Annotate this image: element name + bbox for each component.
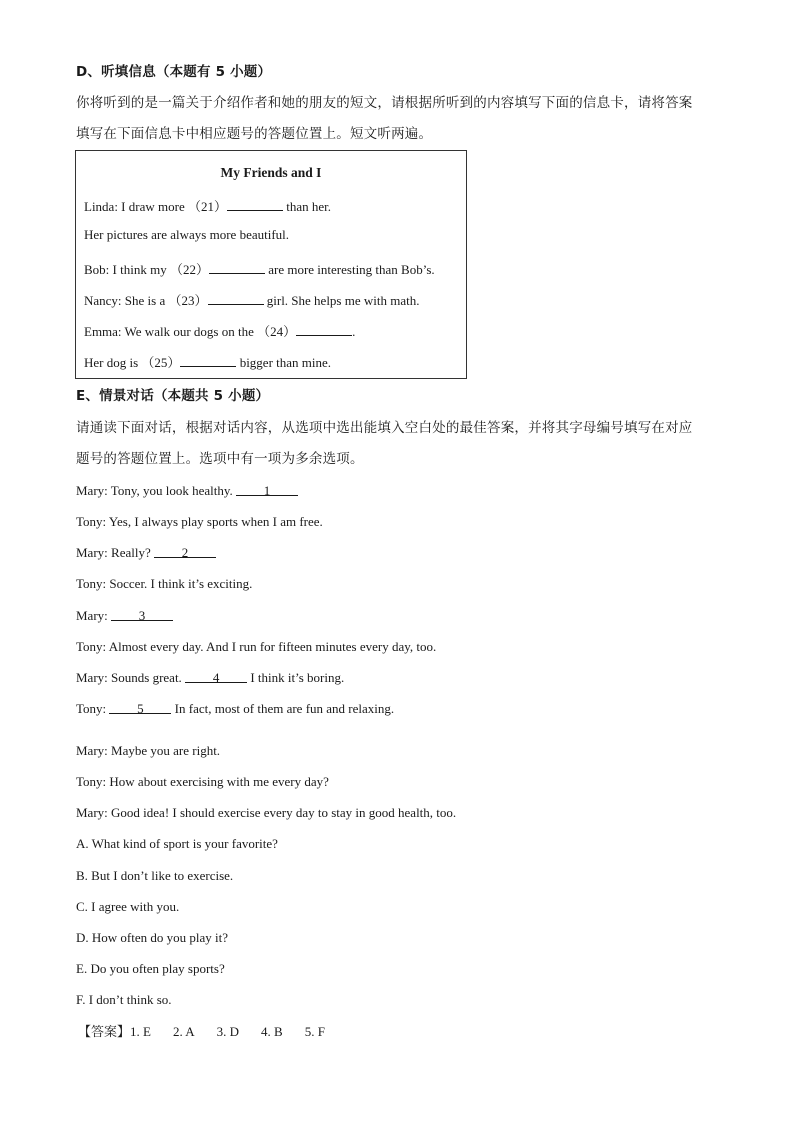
answer-blank[interactable] [209,261,265,274]
speaker: Tony: [76,576,107,591]
option-item: A. What kind of sport is your favorite? [76,836,278,851]
dialogue-line [76,774,329,790]
option-item: D. How often do you play it? [76,930,229,945]
section-d-heading: D、听填信息（本题有 5 小题） [76,64,272,80]
dialogue-line [76,576,252,592]
row-text: girl. She helps me with math. [263,293,420,308]
dialogue-text: Really? [107,545,154,560]
speaker: Tony: [76,774,107,789]
option-item: E. Do you often play sports? [76,961,225,976]
dialogue-line [76,743,220,759]
info-card [75,150,467,379]
info-card-row [84,259,435,278]
section-e-instruction-2: 题号的答题位置上。选项中有一项为多余选项。 [76,451,364,467]
row-text: Emma: We walk our dogs on the [84,324,258,339]
dialogue-text: Maybe you are right. [107,743,221,758]
dialogue-text: Good idea! I should exercise every day to stay in good health, too. [107,805,457,820]
speaker: Tony: [76,639,107,654]
section-e-heading: E、情景对话（本题共 5 小题） [76,388,270,404]
dialogue-text: Sounds great. [107,670,186,685]
answer-item: 4. B [261,1024,283,1039]
dialogue-line [76,701,394,717]
question-number: （24） [257,324,297,339]
question-number: （25） [141,355,181,370]
speaker: Mary: [76,545,108,560]
dialogue-blank[interactable]: 1 [236,483,298,496]
row-text: bigger than mine. [236,355,332,370]
answer-item: 3. D [216,1024,240,1039]
answer-item: 2. A [172,1024,195,1039]
dialogue-line [76,670,344,686]
info-card-row [84,196,331,215]
speaker: Mary: [76,608,108,623]
dialogue-blank[interactable]: 2 [154,545,216,558]
speaker: Tony: [76,514,107,529]
dialogue-line [76,639,436,655]
row-text: . [352,324,356,339]
dialogue-text: I think it’s boring. [247,670,345,685]
option-item: C. I agree with you. [76,899,180,914]
dialogue-text: How about exercising with me every day? [106,774,329,789]
row-text: than her. [282,199,331,214]
row-text: Nancy: She is a [84,293,169,308]
option-item: F. I don’t think so. [76,992,172,1007]
info-card-title: My Friends and I [220,165,322,180]
dialogue-blank[interactable]: 5 [109,701,171,714]
section-d-instruction-1: 你将听到的是一篇关于介绍作者和她的朋友的短文，请根据所听到的内容填写下面的信息卡，请将答案 [76,95,693,111]
dialogue-line [76,805,456,821]
row-text: are more interesting than Bob’s. [264,262,435,277]
section-d-instruction-2: 填写在下面信息卡中相应题号的答题位置上。短文听两遍。 [76,126,433,142]
row-text: Her dog is [84,355,142,370]
speaker: Mary: [76,805,108,820]
answer-blank[interactable] [296,323,352,336]
answer-blank[interactable] [227,198,283,211]
row-text: Her pictures are always more beautiful. [84,227,290,242]
dialogue-line [76,608,173,624]
section-e-instruction-1: 请通读下面对话，根据对话内容，从选项中选出能填入空白处的最佳答案，并将其字母编号填写在对应 [76,420,693,436]
answer-tag: 【答案】 [78,1025,131,1040]
dialogue-line [76,545,216,561]
info-card-row [84,227,289,243]
dialogue-text: Tony, you look healthy. [107,483,237,498]
answer-item: 5. F [304,1024,325,1039]
speaker: Mary: [76,743,108,758]
dialogue-text: Almost every day. And I run for fifteen minutes every day, too. [106,639,437,654]
dialogue-text: Soccer. I think it’s exciting. [106,576,253,591]
row-text: Linda: I draw more [84,199,188,214]
info-card-row [84,290,419,309]
answer-item: 1. E [130,1024,151,1039]
speaker: Mary: [76,483,108,498]
option-item: B. But I don’t like to exercise. [76,868,234,883]
info-card-row [84,352,331,371]
dialogue-line [76,483,298,499]
dialogue-blank[interactable]: 3 [111,608,173,621]
answer-blank[interactable] [208,292,264,305]
question-number: （22） [169,262,209,277]
speaker: Tony: [76,701,107,716]
answer-blank[interactable] [180,354,236,367]
speaker: Mary: [76,670,108,685]
question-number: （23） [168,293,208,308]
dialogue-line [76,514,323,530]
info-card-row [84,321,355,340]
dialogue-text: Yes, I always play sports when I am free. [106,514,323,529]
dialogue-blank[interactable]: 4 [185,670,247,683]
answer-key [78,1024,347,1041]
dialogue-text: In fact, most of them are fun and relaxing. [171,701,395,716]
row-text: Bob: I think my [84,262,170,277]
question-number: （21） [187,199,227,214]
